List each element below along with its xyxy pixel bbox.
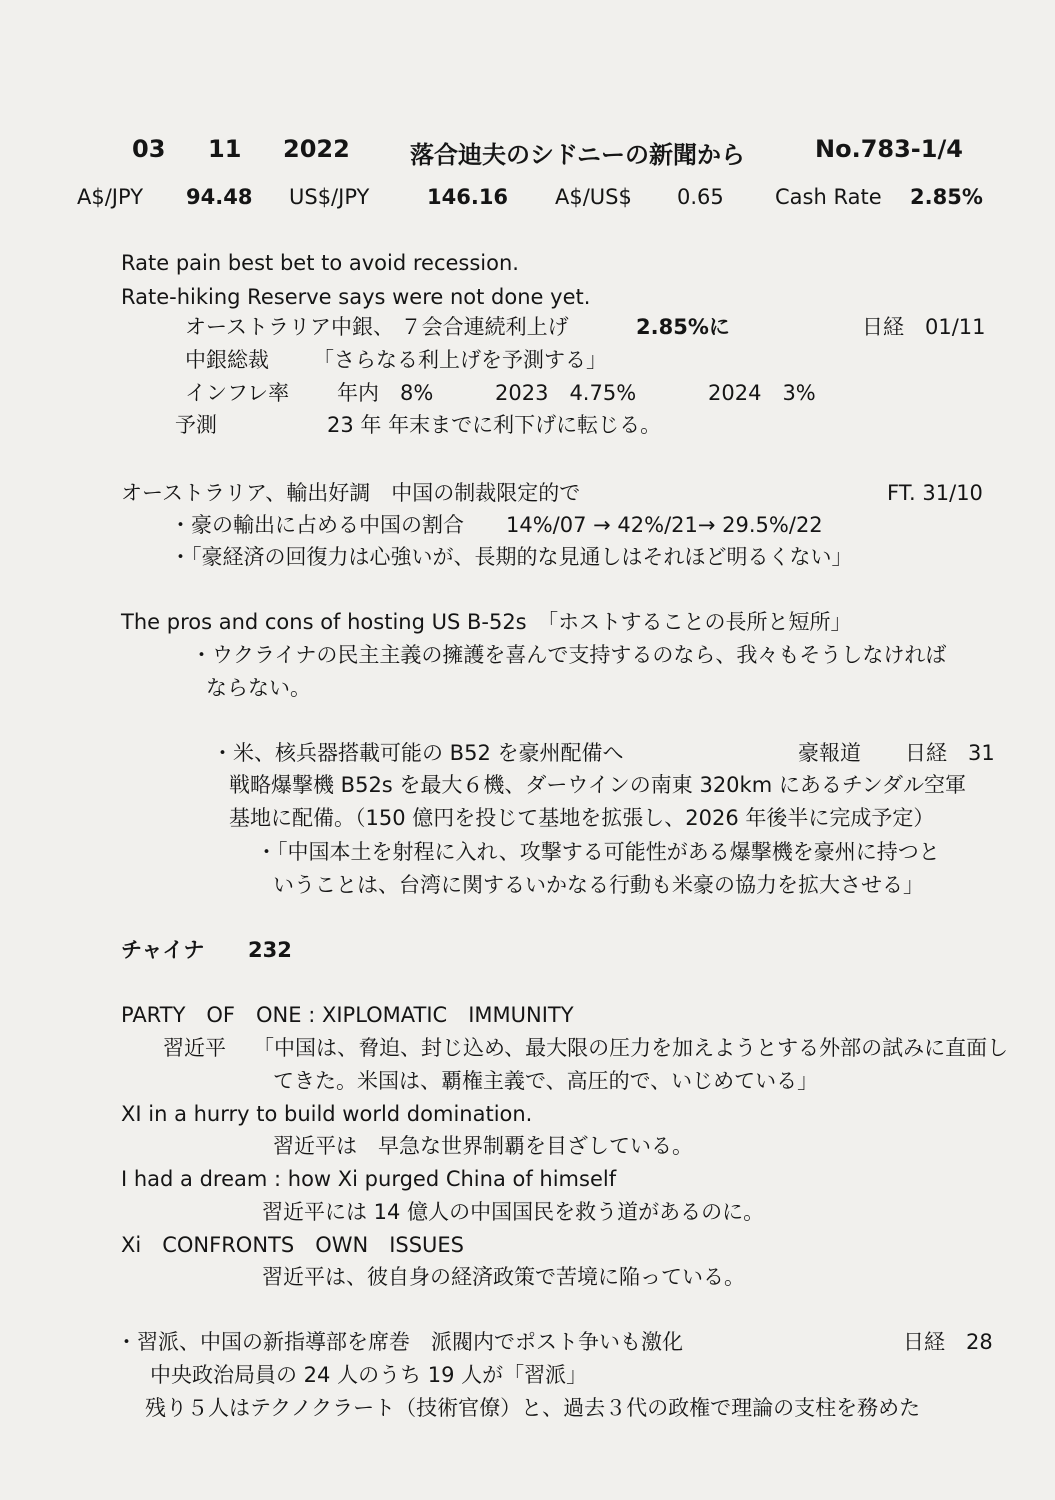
bullet: ・「豪経済の回復力は心強いが、長期的な見通しはそれほど明るくない」 (170, 545, 853, 569)
text-line: 「さらなる利上げを予測する」 (313, 348, 607, 372)
aud-jpy-label: A$/JPY (77, 185, 144, 209)
text-line: オーストラリア中銀、 ７会合連続利上げ (185, 315, 569, 339)
text-line: いうことは、台湾に関するいかなる行動も米豪の協力を拡大させる」 (273, 873, 924, 897)
quote-line: てきた。米国は、覇権主義で、高圧的で、いじめている」 (273, 1069, 819, 1093)
text-line: 中銀総裁 (185, 348, 269, 372)
header-day: 03 (132, 135, 166, 163)
headline: Rate-hiking Reserve says were not done yet. (121, 285, 591, 309)
source: 日経 31 (905, 741, 995, 765)
header-title: 落合迪夫のシドニーの新聞から (410, 141, 746, 169)
header-year: 2022 (283, 135, 350, 163)
rate-value: 2.85%に (636, 315, 730, 339)
aud-usd-label: A$/US$ (555, 185, 632, 209)
speaker: 習近平 (163, 1036, 226, 1060)
bullet: ・米、核兵器搭載可能の B52 を豪州配備へ (212, 741, 624, 765)
headline: Rate pain best bet to avoid recession. (121, 251, 519, 275)
text-line: 習近平は、彼自身の経済政策で苦境に陥っている。 (262, 1265, 745, 1289)
header-month: 11 (208, 135, 242, 163)
source: 豪報道 (798, 741, 861, 765)
aud-jpy-value: 94.48 (186, 185, 253, 209)
bullet: ・「中国本土を射程に入れ、攻撃する可能性がある爆撃機を豪州に持つと (256, 840, 940, 864)
cash-rate-label: Cash Rate (775, 185, 882, 209)
headline: オーストラリア、輸出好調 中国の制裁限定的で (121, 481, 581, 505)
text-line: 中央政治局員の 24 人のうち 19 人が「習派」 (150, 1363, 588, 1387)
text-line: 習近平には 14 億人の中国国民を救う道があるのに。 (262, 1200, 765, 1224)
headline: XI in a hurry to build world domination. (121, 1102, 533, 1126)
section-label: チャイナ (121, 938, 205, 962)
bullet: ・豪の輸出に占める中国の割合 14%/07 → 42%/21→ 29.5%/22 (170, 513, 823, 537)
text-line: 習近平は 早急な世界制覇を目ざしている。 (273, 1134, 693, 1158)
aud-usd-value: 0.65 (677, 185, 724, 209)
headline: PARTY OF ONE : XIPLOMATIC IMMUNITY (121, 1003, 574, 1027)
text-line: ならない。 (206, 676, 311, 700)
usd-jpy-label: US$/JPY (289, 185, 370, 209)
section-number: 232 (248, 938, 292, 962)
text-line: 残り５人はテクノクラート（技術官僚）と、過去３代の政権で理論の支柱を務めた (145, 1396, 921, 1420)
text-line: 年内 8% (337, 381, 434, 405)
text-line: 戦略爆撃機 B52s を最大６機、ダーウインの南東 320km にあるチンダル空軍 (229, 773, 966, 797)
usd-jpy-value: 146.16 (427, 185, 509, 209)
cash-rate-value: 2.85% (910, 185, 983, 209)
bullet: ・習派、中国の新指導部を席巻 派閥内でポスト争いも激化 (116, 1330, 683, 1354)
source: 日経 28 (903, 1330, 993, 1354)
source: FT. 31/10 (887, 481, 983, 505)
text-line: 2023 4.75% (495, 381, 637, 405)
headline: Xi CONFRONTS OWN ISSUES (121, 1233, 465, 1257)
text-line: 23 年 年末までに利下げに転じる。 (327, 413, 662, 437)
bullet: ・ウクライナの民主主義の擁護を喜んで支持するのなら、我々もそうしなければ (191, 643, 947, 667)
header-number: No.783-1/4 (815, 135, 963, 163)
text-line: インフレ率 (185, 381, 290, 405)
headline: The pros and cons of hosting US B-52s 「ホストすることの長所と短所」 (121, 610, 852, 634)
text-line: 2024 3% (708, 381, 816, 405)
text-line: 基地に配備。（150 億円を投じて基地を拡張し、2026 年後半に完成予定） (229, 806, 935, 830)
text-line: 予測 (175, 413, 217, 437)
quote-line: 「中国は、脅迫、封じ込め、最大限の圧力を加えようとする外部の試みに直面し (253, 1036, 1009, 1060)
headline: I had a dream : how Xi purged China of himself (121, 1167, 617, 1191)
source: 日経 01/11 (862, 315, 986, 339)
